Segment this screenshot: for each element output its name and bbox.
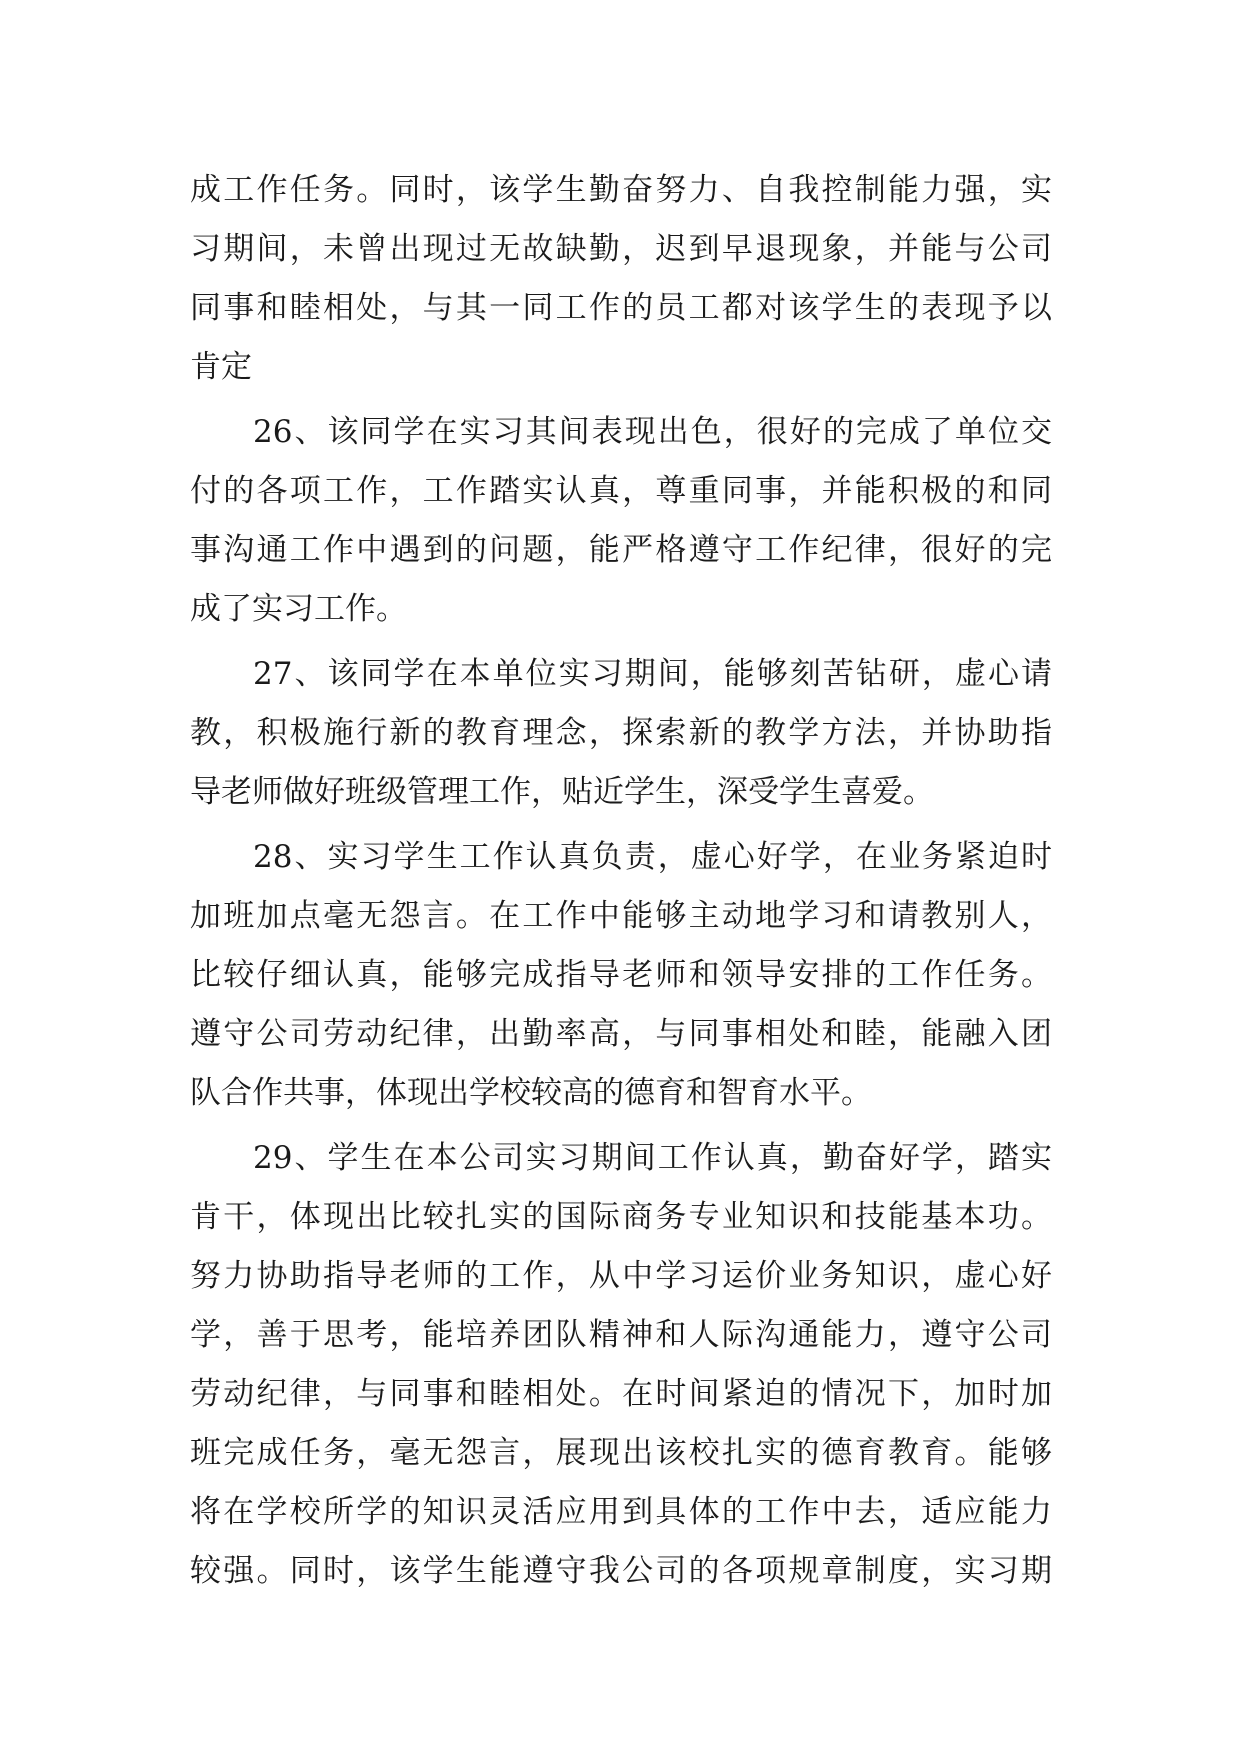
text-line: 加班加点毫无怨言。在工作中能够主动地学习和请教别人， (190, 898, 1052, 934)
paragraph-29 (190, 1129, 1052, 1601)
text-line: 习期间，未曾出现过无故缺勤，迟到早退现象，并能与公司 (190, 231, 1052, 267)
text-line: 比较仔细认真，能够完成指导老师和领导安排的工作任务。 (190, 957, 1052, 993)
text-line: 付的各项工作，工作踏实认真，尊重同事，并能积极的和同 (190, 473, 1052, 509)
text-line: 肯定 (190, 349, 252, 385)
text-line: 遵守公司劳动纪律，出勤率高，与同事相处和睦，能融入团 (190, 1016, 1052, 1052)
text-line: 28、实习学生工作认真负责，虚心好学，在业务紧迫时 (253, 839, 1052, 875)
paragraph-continued (190, 161, 1052, 397)
paragraph-27 (190, 645, 1052, 822)
text-line: 队合作共事，体现出学校较高的德育和智育水平。 (190, 1075, 872, 1111)
text-line: 成工作任务。同时，该学生勤奋努力、自我控制能力强，实 (190, 172, 1052, 208)
text-line: 27、该同学在本单位实习期间，能够刻苦钻研，虚心请 (253, 656, 1052, 692)
text-line: 班完成任务，毫无怨言，展现出该校扎实的德育教育。能够 (190, 1435, 1052, 1471)
text-line: 26、该同学在实习其间表现出色，很好的完成了单位交 (253, 414, 1052, 450)
text-line: 肯干，体现出比较扎实的国际商务专业知识和技能基本功。 (190, 1199, 1052, 1235)
text-line: 较强。同时，该学生能遵守我公司的各项规章制度，实习期 (190, 1553, 1052, 1589)
text-line: 29、学生在本公司实习期间工作认真，勤奋好学，踏实 (253, 1140, 1052, 1176)
text-line: 同事和睦相处，与其一同工作的员工都对该学生的表现予以 (190, 290, 1052, 326)
text-line: 导老师做好班级管理工作，贴近学生，深受学生喜爱。 (190, 774, 934, 810)
paragraph-26 (190, 403, 1052, 639)
text-line: 事沟通工作中遇到的问题，能严格遵守工作纪律，很好的完 (190, 532, 1052, 568)
document-body (190, 161, 1052, 1601)
paragraph-28 (190, 828, 1052, 1123)
text-line: 成了实习工作。 (190, 591, 407, 627)
text-line: 劳动纪律，与同事和睦相处。在时间紧迫的情况下，加时加 (190, 1376, 1052, 1412)
text-line: 努力协助指导老师的工作，从中学习运价业务知识，虚心好 (190, 1258, 1052, 1294)
text-line: 学，善于思考，能培养团队精神和人际沟通能力，遵守公司 (190, 1317, 1052, 1353)
text-line: 将在学校所学的知识灵活应用到具体的工作中去，适应能力 (190, 1494, 1052, 1530)
text-line: 教，积极施行新的教育理念，探索新的教学方法，并协助指 (190, 715, 1052, 751)
